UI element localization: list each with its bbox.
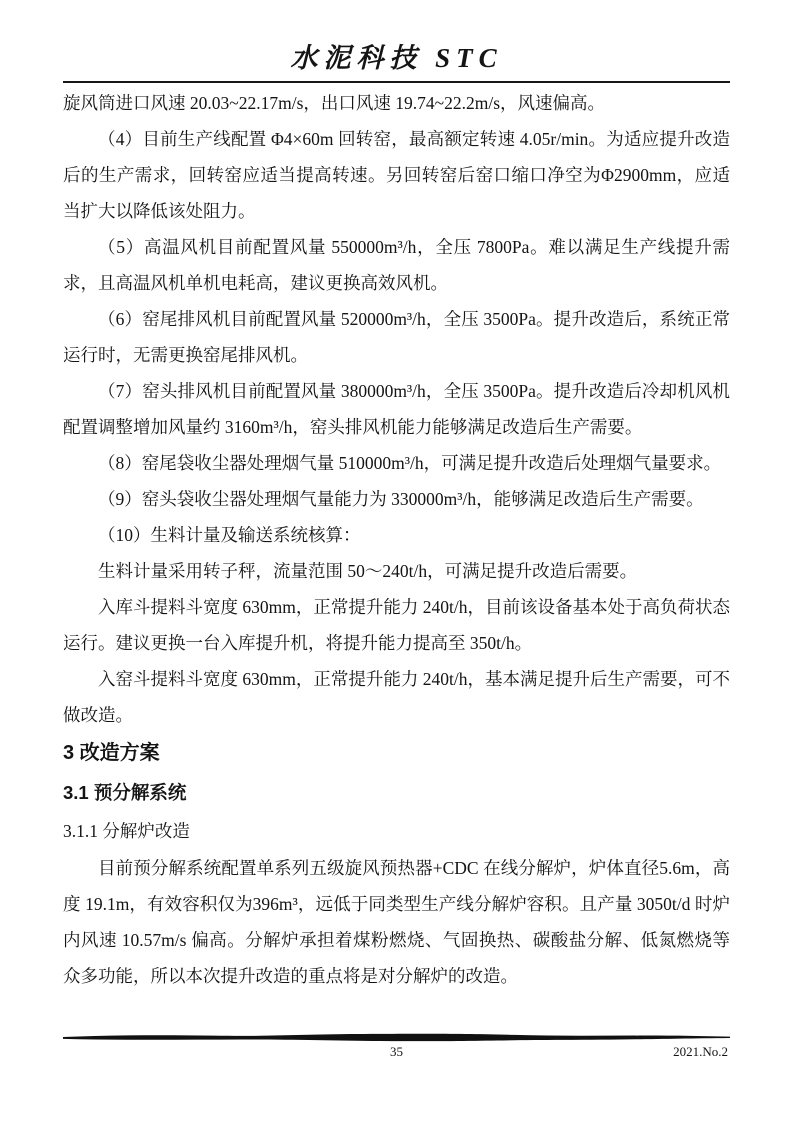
paragraph-calciner-overview: 目前预分解系统配置单系列五级旋风预热器+CDC 在线分解炉，炉体直径5.6m，高度 19.1m，有效容积仅为396m³，远低于同类型生产线分解炉容积。且产量 3050t/d 时炉内风速 10.57m/s 偏高。分解炉承担着煤粉燃烧、气固换热、碳酸盐分解、低氮燃烧等众多功能，所以本次提升改造的重点将是对分解炉的改造。	[63, 858, 730, 986]
page-header	[0, 42, 793, 83]
paragraph-kiln-elevator: 入窑斗提料斗宽度 630mm，正常提升能力 240t/h，基本满足提升后生产需要，可不做改造。	[63, 669, 730, 725]
paragraph-item-6: （6）窑尾排风机目前配置风量 520000m³/h，全压 3500Pa。提升改造后，系统正常运行时，无需更换窑尾排风机。	[63, 309, 730, 365]
paragraph-continuation: 旋风筒进口风速 20.03~22.17m/s，出口风速 19.74~22.2m/s，风速偏高。	[63, 93, 606, 113]
header-rule	[63, 81, 730, 83]
issue-number: 2021.No.2	[673, 1044, 728, 1059]
section-heading-3-1-1: 3.1.1 分解炉改造	[63, 821, 190, 841]
paragraph-item-7: （7）窑头排风机目前配置风量 380000m³/h，全压 3500Pa。提升改造后冷却机风机配置调整增加风量约 3160m³/h，窑头排风机能力能够满足改造后生产需要。	[63, 381, 730, 437]
footer-rule	[63, 1032, 730, 1043]
journal-title: 水泥科技 STC	[290, 43, 503, 73]
section-heading-3: 3 改造方案	[63, 742, 160, 764]
footer-row	[63, 1044, 730, 1062]
paragraph-item-5: （5）高温风机目前配置风量 550000m³/h，全压 7800Pa。难以满足生产线提升需求，且高温风机单机电耗高，建议更换高效风机。	[63, 237, 730, 293]
page-footer	[63, 1032, 730, 1062]
paragraph-item-8: （8）窑尾袋收尘器处理烟气量 510000m³/h，可满足提升改造后处理烟气量要求。	[98, 453, 722, 473]
paragraph-silo-elevator: 入库斗提料斗宽度 630mm，正常提升能力 240t/h，目前该设备基本处于高负荷状态运行。建议更换一台入库提升机，将提升能力提高至 350t/h。	[63, 597, 730, 653]
page-number: 35	[390, 1044, 403, 1059]
paragraph-item-10: （10）生料计量及输送系统核算：	[98, 525, 361, 545]
paragraph-item-4: （4）目前生产线配置 Φ4×60m 回转窑，最高额定转速 4.05r/min。为适应提升改造后的生产需求，回转窑应适当提高转速。另回转窑后窑口缩口净空为Φ2900mm，应适当扩大以降低该处阻力。	[63, 129, 730, 221]
section-heading-3-1: 3.1 预分解系统	[63, 782, 187, 803]
paragraph-item-9: （9）窑头袋收尘器处理烟气量能力为 330000m³/h，能够满足改造后生产需要。	[98, 489, 704, 509]
paragraph-raw-meal-metering: 生料计量采用转子秤，流量范围 50～240t/h，可满足提升改造后需要。	[98, 561, 638, 581]
document-body	[63, 85, 730, 994]
